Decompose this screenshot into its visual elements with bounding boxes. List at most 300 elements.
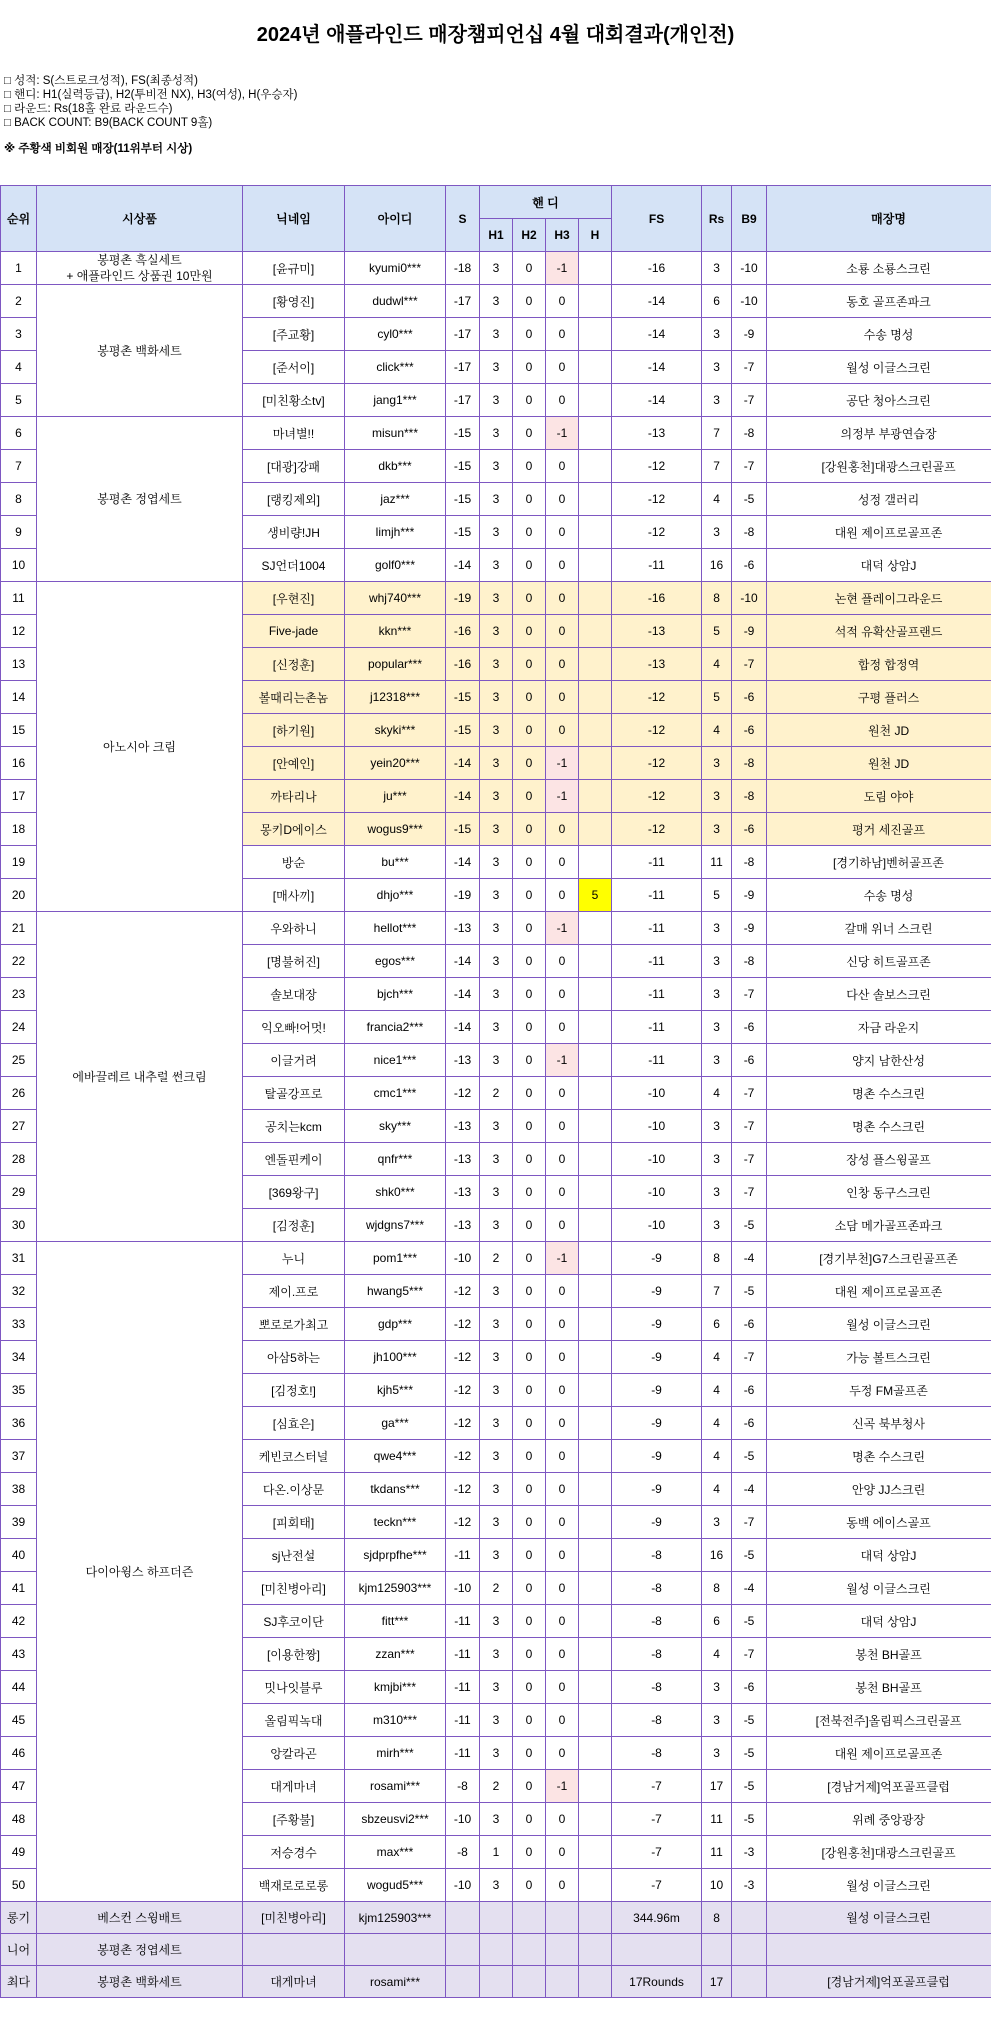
s-cell: -17 [446, 384, 480, 417]
store-cell: 의정부 부광연습장 [767, 417, 991, 450]
h-cell [579, 1110, 612, 1143]
s-cell: -14 [446, 1011, 480, 1044]
store-cell: [강원홍천]대광스크린골프 [767, 450, 991, 483]
empty-cell [579, 1934, 612, 1966]
fs-cell: -12 [612, 516, 702, 549]
h3-cell: -1 [546, 780, 579, 813]
store-cell: 신곡 북부청사 [767, 1407, 991, 1440]
rank-cell: 19 [1, 846, 37, 879]
rs-cell: 4 [702, 648, 732, 681]
rs-cell: 3 [702, 1506, 732, 1539]
empty-cell [579, 1966, 612, 1998]
nickname-cell: [이용한짱] [243, 1638, 345, 1671]
store-cell: 명촌 수스크린 [767, 1077, 991, 1110]
id-cell: wjdgns7*** [345, 1209, 446, 1242]
h2-cell: 0 [513, 1440, 546, 1473]
nickname-cell: [김정호!] [243, 1374, 345, 1407]
rs-cell: 4 [702, 1374, 732, 1407]
h1-cell: 3 [480, 1011, 513, 1044]
store-cell: 대원 제이프로골프존 [767, 516, 991, 549]
rank-cell: 40 [1, 1539, 37, 1572]
h3-cell: 0 [546, 1176, 579, 1209]
results-body [1, 252, 991, 1998]
s-cell: -11 [446, 1605, 480, 1638]
b9-cell: -7 [732, 1176, 767, 1209]
rank-cell: 24 [1, 1011, 37, 1044]
fs-cell: -11 [612, 1044, 702, 1077]
h-cell [579, 1341, 612, 1374]
fs-cell: -16 [612, 252, 702, 285]
rank-cell: 12 [1, 615, 37, 648]
fs-cell: -10 [612, 1110, 702, 1143]
h2-cell: 0 [513, 1539, 546, 1572]
store-cell: 신당 히트골프존 [767, 945, 991, 978]
id-cell: click*** [345, 351, 446, 384]
h-cell [579, 1704, 612, 1737]
id-cell: kjh5*** [345, 1374, 446, 1407]
header-id: 아이디 [345, 186, 446, 252]
nickname-cell: 대게마녀 [243, 1770, 345, 1803]
h1-cell: 3 [480, 780, 513, 813]
h1-cell: 3 [480, 714, 513, 747]
nickname-cell: 볼때리는촌놈 [243, 681, 345, 714]
b9-cell: -3 [732, 1836, 767, 1869]
s-cell: -12 [446, 1341, 480, 1374]
h-cell [579, 1803, 612, 1836]
h-cell [579, 1605, 612, 1638]
h3-cell: 0 [546, 1803, 579, 1836]
h2-cell: 0 [513, 615, 546, 648]
h2-cell: 0 [513, 1374, 546, 1407]
rs-cell: 3 [702, 384, 732, 417]
h-cell [579, 1044, 612, 1077]
fs-cell: -9 [612, 1308, 702, 1341]
h2-cell: 0 [513, 1506, 546, 1539]
page-title: 2024년 애플라인드 매장챔피언십 4월 대회결과(개인전) [256, 24, 735, 46]
h-cell [579, 747, 612, 780]
rs-cell: 16 [702, 1539, 732, 1572]
empty-cell [546, 1902, 579, 1934]
h3-cell: 0 [546, 549, 579, 582]
h3-cell: 0 [546, 1869, 579, 1902]
s-cell: -12 [446, 1077, 480, 1110]
rs-cell: 4 [702, 483, 732, 516]
fs-cell: -14 [612, 285, 702, 318]
note-backcount: □ BACK COUNT: B9(BACK COUNT 9홀) [4, 117, 213, 129]
fs-cell: -13 [612, 648, 702, 681]
h2-cell: 0 [513, 681, 546, 714]
result-row [1, 417, 991, 450]
rank-cell: 10 [1, 549, 37, 582]
rs-cell: 3 [702, 1143, 732, 1176]
rank-cell: 13 [1, 648, 37, 681]
h1-cell: 3 [480, 978, 513, 1011]
rank-cell: 9 [1, 516, 37, 549]
h-cell [579, 615, 612, 648]
h-cell [579, 978, 612, 1011]
id-cell: kmjbi*** [345, 1671, 446, 1704]
h-cell [579, 582, 612, 615]
rank-cell: 5 [1, 384, 37, 417]
h-cell [579, 318, 612, 351]
h1-cell: 1 [480, 1836, 513, 1869]
nickname-cell: [피회태] [243, 1506, 345, 1539]
h3-cell: 0 [546, 1638, 579, 1671]
s-cell: -18 [446, 252, 480, 285]
prize-cell: 봉평촌 백화세트 [37, 285, 243, 417]
store-cell: 구평 플러스 [767, 681, 991, 714]
award-row [1, 1966, 991, 1998]
h1-cell: 3 [480, 912, 513, 945]
empty-cell [732, 1902, 767, 1934]
h3-cell: 0 [546, 483, 579, 516]
s-cell: -10 [446, 1869, 480, 1902]
store-cell: 대덕 상암J [767, 1539, 991, 1572]
h2-cell: 0 [513, 1407, 546, 1440]
note-warning: ※ 주황색 비회원 매장(11위부터 시상) [4, 143, 193, 155]
h1-cell: 2 [480, 1077, 513, 1110]
id-cell: sky*** [345, 1110, 446, 1143]
b9-cell: -7 [732, 1077, 767, 1110]
h-cell [579, 1407, 612, 1440]
empty-cell [513, 1902, 546, 1934]
h3-cell: 0 [546, 1143, 579, 1176]
h1-cell: 2 [480, 1242, 513, 1275]
rank-cell: 26 [1, 1077, 37, 1110]
store-cell: 성정 갤러리 [767, 483, 991, 516]
empty-cell [513, 1934, 546, 1966]
h1-cell: 3 [480, 1143, 513, 1176]
fs-cell: -12 [612, 450, 702, 483]
s-cell: -11 [446, 1539, 480, 1572]
h1-cell: 3 [480, 1473, 513, 1506]
rank-cell: 11 [1, 582, 37, 615]
award-rs: 8 [702, 1902, 732, 1934]
fs-cell: -9 [612, 1341, 702, 1374]
s-cell: -14 [446, 846, 480, 879]
s-cell: -11 [446, 1704, 480, 1737]
rs-cell: 7 [702, 417, 732, 450]
h3-cell: 0 [546, 1077, 579, 1110]
h3-cell: 0 [546, 681, 579, 714]
nickname-cell: [우현진] [243, 582, 345, 615]
store-cell: [전북전주]올림픽스크린골프 [767, 1704, 991, 1737]
fs-cell: -11 [612, 846, 702, 879]
h2-cell: 0 [513, 945, 546, 978]
award-result: 17Rounds [612, 1966, 702, 1998]
empty-cell [446, 1902, 480, 1934]
s-cell: -13 [446, 1176, 480, 1209]
rank-cell: 32 [1, 1275, 37, 1308]
id-cell: dkb*** [345, 450, 446, 483]
b9-cell: -7 [732, 450, 767, 483]
store-cell: 합정 합정역 [767, 648, 991, 681]
id-cell: max*** [345, 1836, 446, 1869]
id-cell: misun*** [345, 417, 446, 450]
h3-cell: -1 [546, 912, 579, 945]
rs-cell: 3 [702, 1110, 732, 1143]
h-cell [579, 1143, 612, 1176]
rank-cell: 30 [1, 1209, 37, 1242]
nickname-cell: 방순 [243, 846, 345, 879]
fs-cell: -9 [612, 1275, 702, 1308]
nickname-cell: [하기원] [243, 714, 345, 747]
h1-cell: 2 [480, 1572, 513, 1605]
empty-cell [546, 1934, 579, 1966]
rank-cell: 25 [1, 1044, 37, 1077]
s-cell: -13 [446, 1143, 480, 1176]
h2-cell: 0 [513, 1242, 546, 1275]
prize-cell: 다이아윙스 하프더즌 [37, 1242, 243, 1902]
b9-cell: -5 [732, 1275, 767, 1308]
h3-cell: 0 [546, 1671, 579, 1704]
h2-cell: 0 [513, 318, 546, 351]
note-score: □ 성적: S(스트로크성적), FS(최종성적) [4, 75, 198, 87]
fs-cell: -12 [612, 483, 702, 516]
h1-cell: 3 [480, 1803, 513, 1836]
nickname-cell: 익오빠!어멋! [243, 1011, 345, 1044]
fs-cell: -9 [612, 1506, 702, 1539]
rs-cell: 11 [702, 846, 732, 879]
award-prize: 봉평촌 백화세트 [37, 1966, 243, 1998]
b9-cell: -8 [732, 945, 767, 978]
fs-cell: -11 [612, 1011, 702, 1044]
s-cell: -14 [446, 780, 480, 813]
h1-cell: 3 [480, 846, 513, 879]
h-cell [579, 1176, 612, 1209]
h2-cell: 0 [513, 846, 546, 879]
h-cell [579, 1572, 612, 1605]
rs-cell: 10 [702, 1869, 732, 1902]
s-cell: -15 [446, 483, 480, 516]
nickname-cell: sj난전설 [243, 1539, 345, 1572]
award-store [767, 1934, 991, 1966]
fs-cell: -10 [612, 1143, 702, 1176]
h1-cell: 3 [480, 549, 513, 582]
store-cell: 대원 제이프로골프존 [767, 1275, 991, 1308]
h1-cell: 3 [480, 1440, 513, 1473]
fs-cell: -14 [612, 318, 702, 351]
fs-cell: -10 [612, 1176, 702, 1209]
h1-cell: 3 [480, 1374, 513, 1407]
rank-cell: 42 [1, 1605, 37, 1638]
id-cell: zzan*** [345, 1638, 446, 1671]
header-prize: 시상품 [37, 186, 243, 252]
store-cell: 수송 명성 [767, 318, 991, 351]
rs-cell: 3 [702, 1704, 732, 1737]
fs-cell: -11 [612, 879, 702, 912]
h-cell [579, 846, 612, 879]
h2-cell: 0 [513, 384, 546, 417]
store-cell: 대덕 상암J [767, 549, 991, 582]
s-cell: -17 [446, 285, 480, 318]
h-cell [579, 1638, 612, 1671]
h2-cell: 0 [513, 1836, 546, 1869]
rank-cell: 8 [1, 483, 37, 516]
h-cell [579, 1539, 612, 1572]
b9-cell: -6 [732, 1011, 767, 1044]
b9-cell: -9 [732, 912, 767, 945]
store-cell: [경기하남]벤허골프존 [767, 846, 991, 879]
nickname-cell: 우와하니 [243, 912, 345, 945]
id-cell: jaz*** [345, 483, 446, 516]
rank-cell: 37 [1, 1440, 37, 1473]
h3-cell: 0 [546, 1440, 579, 1473]
h2-cell: 0 [513, 1044, 546, 1077]
h1-cell: 3 [480, 1605, 513, 1638]
h2-cell: 0 [513, 813, 546, 846]
id-cell: cyl0*** [345, 318, 446, 351]
nickname-cell: 몽키D에이스 [243, 813, 345, 846]
h3-cell: 0 [546, 1539, 579, 1572]
rank-cell: 44 [1, 1671, 37, 1704]
store-cell: 안양 JJ스크린 [767, 1473, 991, 1506]
nickname-cell: 까타리나 [243, 780, 345, 813]
s-cell: -12 [446, 1275, 480, 1308]
store-cell: 논현 플레이그라운드 [767, 582, 991, 615]
s-cell: -11 [446, 1671, 480, 1704]
id-cell: whj740*** [345, 582, 446, 615]
nickname-cell: 탈골강프로 [243, 1077, 345, 1110]
b9-cell: -6 [732, 714, 767, 747]
s-cell: -12 [446, 1473, 480, 1506]
nickname-cell: [주교황] [243, 318, 345, 351]
fs-cell: -12 [612, 681, 702, 714]
fs-cell: -8 [612, 1638, 702, 1671]
store-cell: [강원홍천]대광스크린골프 [767, 1836, 991, 1869]
result-row [1, 912, 991, 945]
fs-cell: -14 [612, 351, 702, 384]
h3-cell: 0 [546, 1110, 579, 1143]
b9-cell: -9 [732, 615, 767, 648]
rs-cell: 3 [702, 1011, 732, 1044]
h1-cell: 3 [480, 813, 513, 846]
h1-cell: 3 [480, 417, 513, 450]
h2-cell: 0 [513, 780, 546, 813]
rs-cell: 3 [702, 1044, 732, 1077]
rs-cell: 17 [702, 1770, 732, 1803]
nickname-cell: 공치는kcm [243, 1110, 345, 1143]
rank-cell: 20 [1, 879, 37, 912]
nickname-cell: [심효은] [243, 1407, 345, 1440]
h-cell: 5 [579, 879, 612, 912]
fs-cell: -11 [612, 978, 702, 1011]
rs-cell: 4 [702, 1638, 732, 1671]
store-cell: 명촌 수스크린 [767, 1110, 991, 1143]
prize-cell: 봉평촌 흑실세트 + 애플라인드 상품권 10만원 [37, 252, 243, 285]
h2-cell: 0 [513, 516, 546, 549]
rank-cell: 41 [1, 1572, 37, 1605]
id-cell: kkn*** [345, 615, 446, 648]
store-cell: 도림 야야 [767, 780, 991, 813]
b9-cell: -5 [732, 1440, 767, 1473]
h-cell [579, 483, 612, 516]
b9-cell: -5 [732, 1770, 767, 1803]
id-cell: dhjo*** [345, 879, 446, 912]
rank-cell: 28 [1, 1143, 37, 1176]
rank-cell: 3 [1, 318, 37, 351]
rank-cell: 15 [1, 714, 37, 747]
h1-cell: 3 [480, 1539, 513, 1572]
nickname-cell: 누니 [243, 1242, 345, 1275]
award-label: 니어 [1, 1934, 37, 1966]
b9-cell: -8 [732, 780, 767, 813]
id-cell: wogus9*** [345, 813, 446, 846]
h3-cell: 0 [546, 516, 579, 549]
result-row [1, 1242, 991, 1275]
h3-cell: 0 [546, 450, 579, 483]
store-cell: 월성 이글스크린 [767, 1572, 991, 1605]
empty-cell [513, 1966, 546, 1998]
fs-cell: -14 [612, 384, 702, 417]
s-cell: -8 [446, 1836, 480, 1869]
b9-cell: -7 [732, 1143, 767, 1176]
store-cell: 원천 JD [767, 747, 991, 780]
b9-cell: -8 [732, 417, 767, 450]
store-cell: 양지 남한산성 [767, 1044, 991, 1077]
h-cell [579, 681, 612, 714]
store-cell: 동백 에이스골프 [767, 1506, 991, 1539]
b9-cell: -7 [732, 384, 767, 417]
b9-cell: -3 [732, 1869, 767, 1902]
h1-cell: 3 [480, 1275, 513, 1308]
rs-cell: 3 [702, 978, 732, 1011]
nickname-cell: [대광]강패 [243, 450, 345, 483]
h-cell [579, 285, 612, 318]
store-cell: 소룡 소룡스크린 [767, 252, 991, 285]
h1-cell: 3 [480, 1209, 513, 1242]
empty-cell [732, 1934, 767, 1966]
h2-cell: 0 [513, 450, 546, 483]
h-cell [579, 1506, 612, 1539]
store-cell: [경남거제]억포골프클럽 [767, 1770, 991, 1803]
h3-cell: -1 [546, 1770, 579, 1803]
award-id: kjm125903*** [345, 1902, 446, 1934]
rank-cell: 33 [1, 1308, 37, 1341]
s-cell: -15 [446, 813, 480, 846]
h2-cell: 0 [513, 714, 546, 747]
rank-cell: 22 [1, 945, 37, 978]
h3-cell: 0 [546, 1407, 579, 1440]
fs-cell: -9 [612, 1473, 702, 1506]
b9-cell: -8 [732, 516, 767, 549]
nickname-cell: [미친병아리] [243, 1572, 345, 1605]
rs-cell: 3 [702, 1671, 732, 1704]
store-cell: 갈매 위너 스크린 [767, 912, 991, 945]
rs-cell: 4 [702, 1473, 732, 1506]
empty-cell [480, 1902, 513, 1934]
s-cell: -13 [446, 1110, 480, 1143]
id-cell: qwe4*** [345, 1440, 446, 1473]
empty-cell [480, 1966, 513, 1998]
s-cell: -12 [446, 1407, 480, 1440]
h-cell [579, 1077, 612, 1110]
b9-cell: -6 [732, 1374, 767, 1407]
header-rank: 순위 [1, 186, 37, 252]
nickname-cell: 저승경수 [243, 1836, 345, 1869]
h3-cell: -1 [546, 1242, 579, 1275]
id-cell: golf0*** [345, 549, 446, 582]
s-cell: -8 [446, 1770, 480, 1803]
award-prize: 봉평촌 정엽세트 [37, 1934, 243, 1966]
rank-cell: 49 [1, 1836, 37, 1869]
rank-cell: 45 [1, 1704, 37, 1737]
rank-cell: 2 [1, 285, 37, 318]
nickname-cell: 올림픽녹대 [243, 1704, 345, 1737]
b9-cell: -7 [732, 648, 767, 681]
award-prize: 베스컨 스윙배트 [37, 1902, 243, 1934]
rank-cell: 17 [1, 780, 37, 813]
